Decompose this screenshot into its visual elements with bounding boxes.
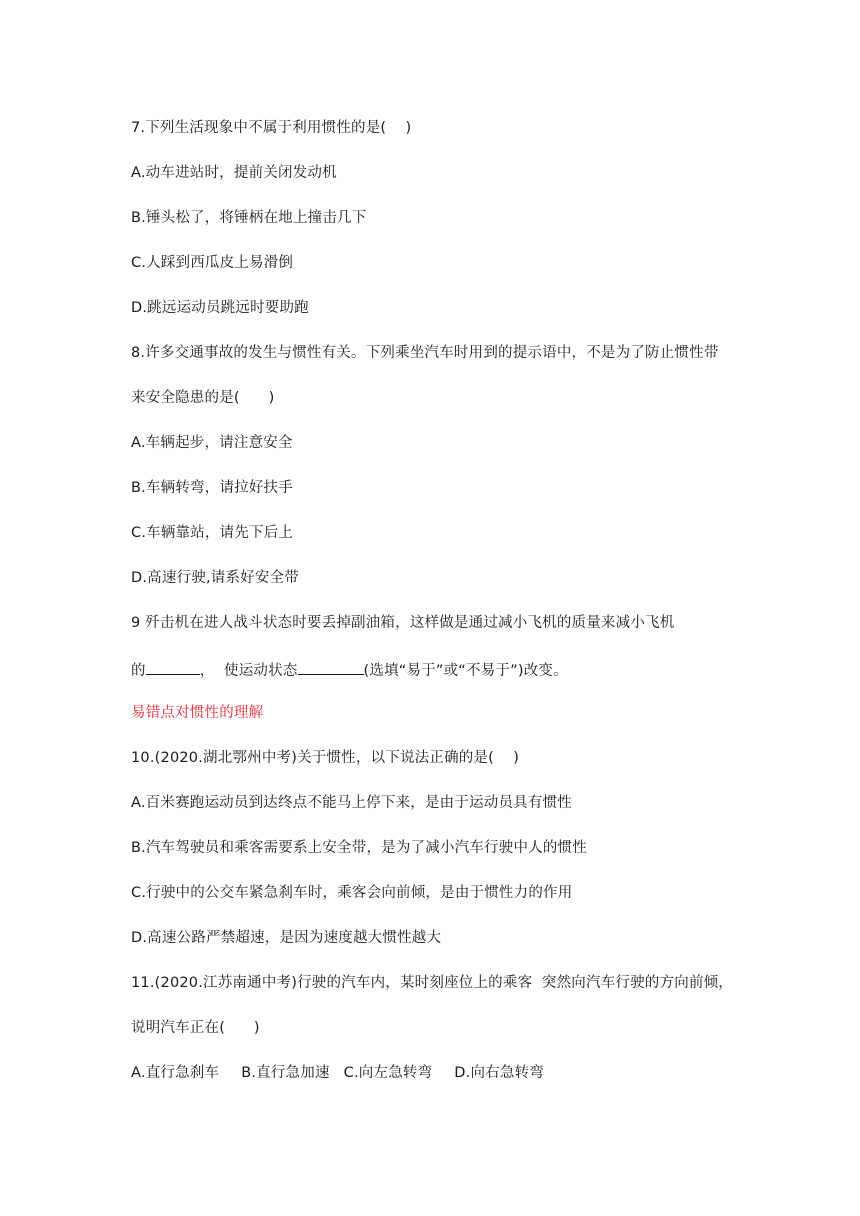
question-8-option-b: B.车辆转弯，请拉好扶手 [131,480,293,496]
question-7: 7.下列生活现象中不属于利用惯性的是( ) [131,120,412,136]
question-9-line-2 [131,658,568,681]
answer-blank-2[interactable] [298,658,364,675]
question-11-option-d: D.向右急转弯 [454,1065,544,1081]
question-8-option-a: A.车辆起步，请注意安全 [131,435,293,451]
question-11-line-2: 说明汽车正在( ) [131,1020,260,1036]
question-9-text-a: 的 [131,663,146,679]
question-7-option-d: D.跳远运动员跳远时要助跑 [131,300,309,316]
question-11-option-b: B.直行急加速 [241,1065,330,1081]
question-11-option-a: A.直行急刹车 [131,1065,220,1081]
question-10-option-b: B.汽车驾驶员和乘客需要系上安全带，是为了减小汽车行驶中人的惯性 [131,840,587,856]
question-10-option-a: A.百米赛跑运动员到达终点不能马上停下来，是由于运动员具有惯性 [131,795,572,811]
question-9-text-c: (选填“易于”或“不易于”)改变。 [363,663,568,679]
question-8-option-d: D.高速行驶,请系好安全带 [131,570,299,586]
question-9-line-1: 9 歼击机在进人战斗状态时要丢掉副油箱，这样做是通过减小飞机的质量来减小飞机 [131,615,675,631]
question-7-option-a: A.动车进站时，提前关闭发动机 [131,165,337,181]
question-8-line-1: 8.许多交通事故的发生与惯性有关。下列乘坐汽车时用到的提示语中，不是为了防止惯性带 [131,345,719,361]
question-7-option-b: B.锤头松了，将锤柄在地上撞击几下 [131,210,367,226]
question-7-option-c: C.人踩到西瓜皮上易滑倒 [131,255,294,271]
answer-blank-1[interactable] [146,658,200,675]
question-9-text-b: ， 使运动状态 [199,663,298,679]
question-10-option-d: D.高速公路严禁超速，是因为速度越大惯性越大 [131,930,442,946]
question-8-line-2: 来安全隐患的是( ) [131,390,275,406]
section-heading: 易错点对惯性的理解 [131,705,264,721]
question-11-line-1: 11.(2020.江苏南通中考)行驶的汽车内，某时刻座位上的乘客 突然向汽车行驶的方向前倾， [131,975,733,991]
question-11-option-c: C.向左急转弯 [343,1065,433,1081]
question-8-option-c: C.车辆靠站，请先下后上 [131,525,294,541]
question-10: 10.(2020.湖北鄂州中考)关于惯性，以下说法正确的是( ) [131,750,520,766]
question-11-options [131,1063,544,1083]
question-10-option-c: C.行驶中的公交车紧急刹车时，乘客会向前倾，是由于惯性力的作用 [131,885,573,901]
